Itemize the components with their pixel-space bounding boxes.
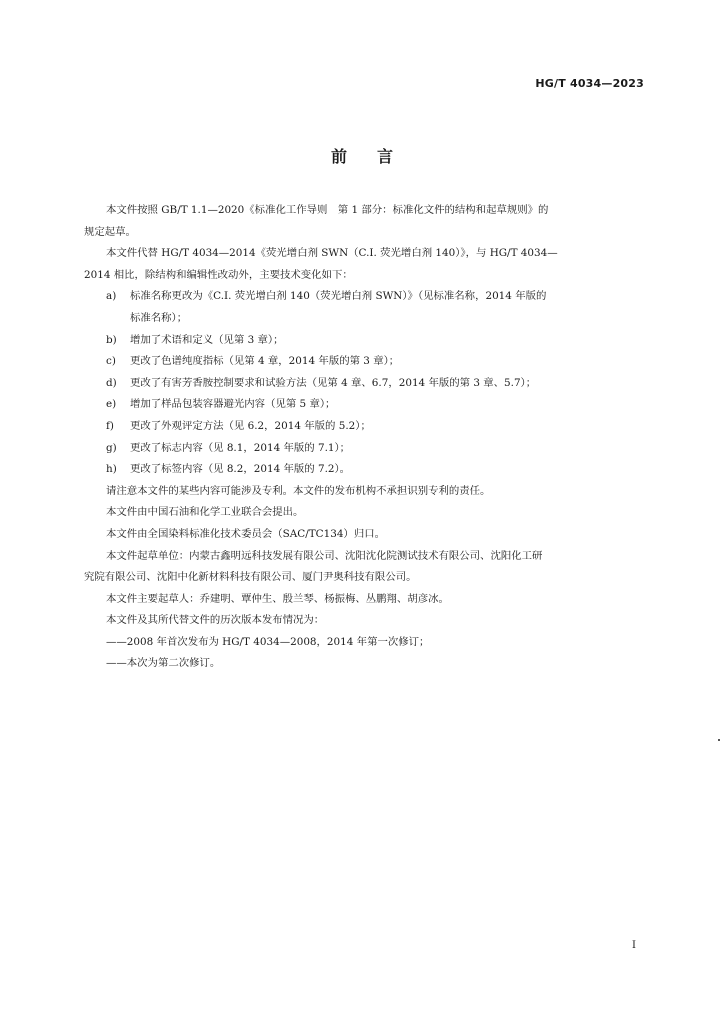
list-item-text: 更改了外观评定方法（见 6.2，2014 年版的 5.2）； [130,419,371,432]
scan-speck [718,739,720,741]
list-item [84,394,642,416]
list-marker: c) [106,355,116,368]
page-title: 前言 [330,147,423,166]
list-marker: d) [106,376,117,389]
list-item-text: 更改了有害芳香胺控制要求和试验方法（见第 4 章、6.7，2014 年版的第 3 章、5.7）； [130,376,537,389]
paragraph-line: 2014 相比，除结构和编辑性改动外，主要技术变化如下： [84,268,353,281]
list-marker: b) [106,333,117,346]
list-item [84,351,642,373]
list-marker: e) [106,398,117,411]
list-marker: a) [106,290,117,303]
list-marker: g) [106,441,117,454]
list-marker: h) [106,463,117,476]
list-item-text: 更改了标签内容（见 8.2，2014 年版的 7.2）。 [130,463,351,476]
paragraph-line: 本文件及其所代替文件的历次版本发布情况为： [106,614,325,627]
list-item-text: 更改了标志内容（见 8.1，2014 年版的 7.1）； [130,441,351,454]
paragraph-line: 本文件起草单位：内蒙古鑫明远科技发展有限公司、沈阳沈化院测试技术有限公司、沈阳化工研 [106,549,543,562]
list-item-text: 更改了色谱纯度指标（见第 4 章，2014 年版的第 3 章）； [130,355,400,368]
paragraph-line: 本文件主要起草人：乔建明、覃仲生、殷兰琴、杨振梅、丛鹏翔、胡彦冰。 [106,592,449,605]
list-item [84,438,642,460]
list-item [84,286,642,308]
paragraph-line: ——2008 年首次发布为 HG/T 4034—2008，2014 年第一次修订； [106,635,430,648]
list-item [84,416,642,438]
paragraph-line: 究院有限公司、沈阳中化新材料科技有限公司、厦门尹奥科技有限公司。 [84,571,417,584]
paragraph-line: 规定起草。 [84,225,136,238]
list-marker: f) [106,419,114,432]
list-item [84,373,642,395]
list-item-text: 标准名称更改为《C.I. 荧光增白剂 140（荧光增白剂 SWN）》（见标准名称，2014 年版的 [130,290,547,303]
paragraph-line: 本文件按照 GB/T 1.1—2020《标准化工作导则 第 1 部分：标准化文件的结构和起草规则》的 [106,204,549,216]
list-item [84,459,642,481]
page-number: I [632,940,636,951]
paragraph-line: 本文件由全国染料标准化技术委员会（SAC/TC134）归口。 [106,527,385,540]
foreword-body [84,200,642,675]
paragraph-line: 请注意本文件的某些内容可能涉及专利。本文件的发布机构不承担识别专利的责任。 [106,484,491,497]
document-number: HG/T 4034—2023 [535,77,644,90]
paragraph-line: 本文件代替 HG/T 4034—2014《荧光增白剂 SWN（C.I. 荧光增白剂 140）》，与 HG/T 4034— [106,247,558,260]
list-item [84,330,642,352]
list-item-text: 增加了样品包装容器避光内容（见第 5 章）； [130,398,336,411]
paragraph-line: 本文件由中国石油和化学工业联合会提出。 [106,506,304,519]
paragraph-line: ——本次为第二次修订。 [106,657,221,670]
list-item-text: 增加了术语和定义（见第 3 章）； [130,333,284,346]
list-item-continuation: 标准名称）； [130,311,188,324]
